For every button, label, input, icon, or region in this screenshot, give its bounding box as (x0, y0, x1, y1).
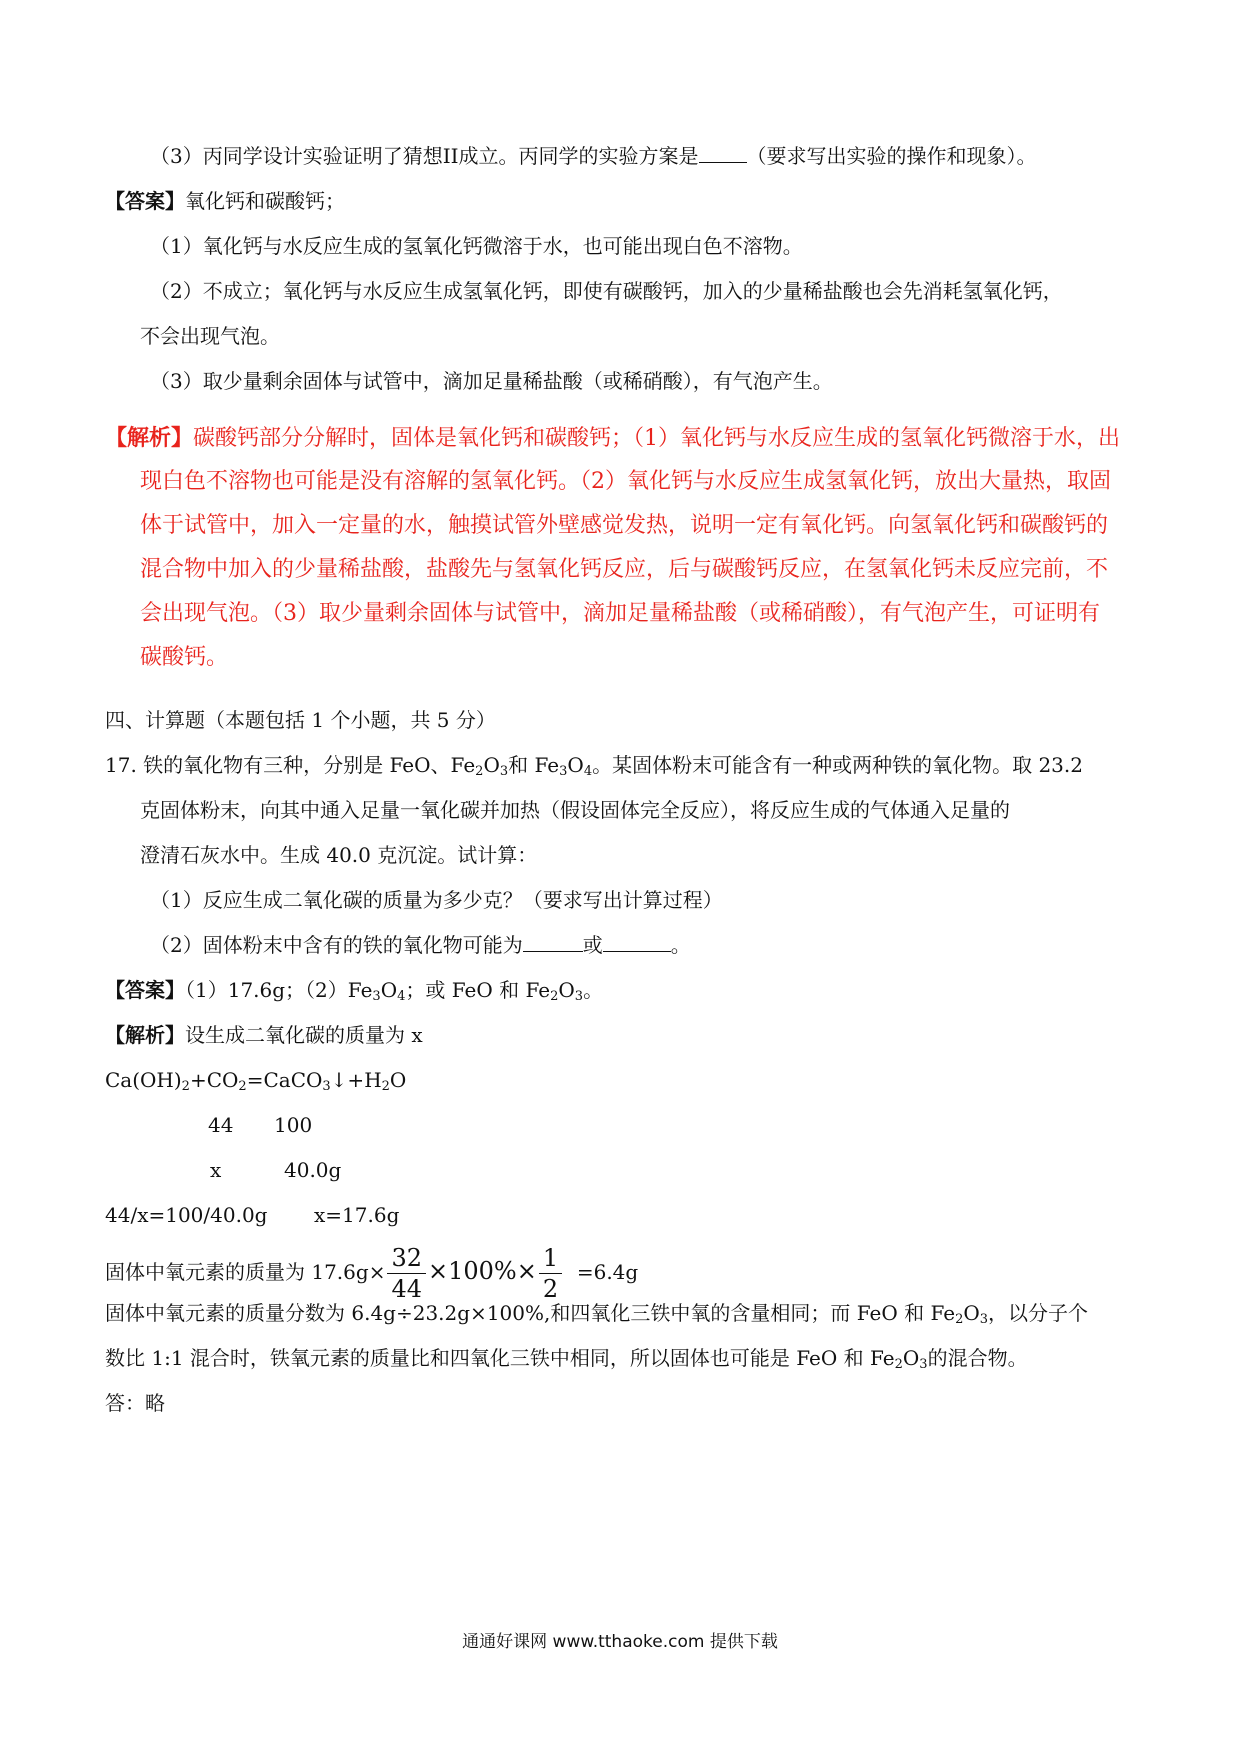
q17-part-1: （1）反应生成二氧化碳的质量为多少克？（要求写出计算过程） (150, 888, 723, 912)
q16-analysis-line-2: 现白色不溶物也可能是没有溶解的氢氧化钙。（2）氧化钙与水反应生成氢氧化钙，放出大量热，取固 (140, 469, 1112, 494)
answer-blank (603, 933, 671, 952)
mass-fraction-line-2: 数比 1:1 混合时，铁氧元素的质量比和四氧化三铁中相同，所以固体也可能是 FeO 和 $Fe_2O_3$的混合物。 (105, 1346, 1028, 1372)
unknown-mass: x (210, 1158, 222, 1182)
fraction-1-2: $\frac{1}{2}$ (539, 1243, 562, 1304)
q17-line-3: 澄清石灰水中。生成 40.0 克沉淀。试计算： (140, 843, 538, 867)
q16-answer-3: （3）取少量剩余固体与试管中，滴加足量稀盐酸（或稀硝酸），有气泡产生。 (150, 369, 833, 393)
answer-blank (699, 144, 747, 163)
fraction-32-44: $\frac{32}{44}$ (387, 1243, 426, 1304)
answer-blank (523, 933, 583, 952)
q17-line-1: 17. 铁的氧化物有三种，分别是 FeO、$Fe_2O_3$和 $Fe_3O_4$。某固体粉末可能含有一种或两种铁的氧化物。取 23.2 (105, 753, 1083, 779)
final-answer: 答：略 (105, 1391, 165, 1415)
q17-analysis: 【解析】设生成二氧化碳的质量为 x (105, 1023, 423, 1047)
chemical-equation: $Ca(OH)_2+CO_2=CaCO_3↓+H_2O$ (105, 1068, 407, 1094)
molar-mass-co2: 44 (208, 1113, 234, 1137)
q17-answer: 【答案】（1）17.6g；$(2)Fe_3O_4$；或 FeO 和 $Fe_2O_3$。 (105, 978, 604, 1004)
mass-fraction-line-1: 固体中氧元素的质量分数为 6.4g÷23.2g×100%,和四氧化三铁中氧的含量相同；而 FeO 和 $Fe_2O_3$，以分子个 (105, 1301, 1089, 1327)
q16-part3: （3）丙同学设计实验证明了猜想II成立。丙同学的实验方案是 （要求写出实验的操作和现象）。 (150, 144, 1037, 168)
q16-answer-2b: 不会出现气泡。 (140, 324, 280, 348)
q16-analysis-line-3: 体于试管中，加入一定量的水，触摸试管外壁感觉发热，说明一定有氧化钙。向氢氧化钙和碳酸钙的 (140, 513, 1109, 538)
q16-answer-1: （1）氧化钙与水反应生成的氢氧化钙微溶于水，也可能出现白色不溶物。 (150, 234, 803, 258)
oxygen-mass-formula: 固体中氧元素的质量为 17.6g× $\frac{32}{44}$ ×100%× $\frac{1}{2}$ =6.4g (105, 1244, 639, 1303)
q16-answer: 【答案】氧化钙和碳酸钙； (105, 189, 345, 213)
q16-analysis-line-5: 会出现气泡。（3）取少量剩余固体与试管中，滴加足量稀盐酸（或稀硝酸），有气泡产生，可证明有 (140, 601, 1101, 626)
ratio-result: x=17.6g (314, 1203, 400, 1227)
q16-answer-2a: （2）不成立；氧化钙与水反应生成氢氧化钙，即使有碳酸钙，加入的少量稀盐酸也会先消耗氢氧化钙， (150, 279, 1063, 303)
q17-line-2: 克固体粉末，向其中通入足量一氧化碳并加热（假设固体完全反应），将反应生成的气体通入足量的 (140, 798, 1010, 822)
page-footer: 通通好课网 www.tthaoke.com 提供下载 (462, 1632, 778, 1652)
q16-analysis-line-1: 【解析】碳酸钙部分分解时，固体是氧化钙和碳酸钙；（1）氧化钙与水反应生成的氢氧化钙微溶于水，出 (105, 425, 1121, 451)
section-heading: 四、计算题（本题包括 1 个小题，共 5 分） (105, 708, 496, 732)
q17-part-2: （2）固体粉末中含有的铁的氧化物可能为 或 。 (150, 933, 691, 957)
q16-analysis-line-4: 混合物中加入的少量稀盐酸，盐酸先与氢氧化钙反应，后与碳酸钙反应，在氢氧化钙未反应完前，不 (140, 557, 1109, 582)
precipitate-mass: 40.0g (284, 1158, 342, 1182)
ratio-equation: 44/x=100/40.0g (105, 1203, 268, 1227)
molar-mass-caco3: 100 (274, 1113, 313, 1137)
q16-analysis-line-6: 碳酸钙。 (140, 645, 229, 670)
